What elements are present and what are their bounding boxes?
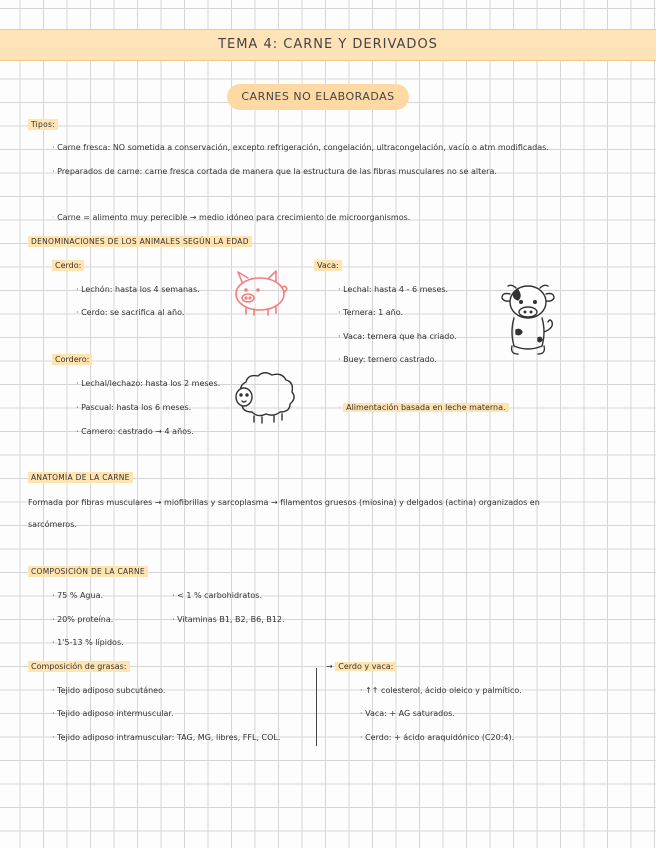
cordero-item: · Pascual: hasta los 6 meses.: [76, 403, 192, 412]
divider-line: [316, 668, 317, 746]
cow-icon: [500, 280, 560, 358]
composicion-item: · 75 % Agua.: [52, 591, 104, 600]
vaca-item: · Ternera: 1 año.: [338, 308, 404, 317]
cerdo-vaca-item: · Vaca: + AG saturados.: [360, 709, 455, 718]
grasas-item: · Tejido adiposo intramuscular: TAG, MG, libres, FFL, COL.: [52, 733, 281, 742]
pig-icon: [228, 266, 290, 318]
nota-carne: · Carne = alimento muy perecible → medio idóneo para crecimiento de microorganismos.: [52, 213, 411, 222]
cordero-item: · Lechal/lechazo: hasta los 2 meses.: [76, 379, 221, 388]
cerdo-vaca-heading: → Cerdo y vaca:: [326, 661, 396, 672]
cordero-item: · Carnero: castrado → 4 años.: [76, 427, 194, 436]
composicion-heading: COMPOSICIÓN DE LA CARNE: [28, 566, 148, 577]
composicion-item: · Vitaminas B1, B2, B6, B12.: [172, 615, 285, 624]
cerdo-label: Cerdo:: [52, 260, 84, 271]
anatomia-text: Formada por fibras musculares → miofibrillas y sarcoplasma → filamentos gruesos (miosina) y delgados (actina) organizados en: [28, 498, 540, 507]
cerdo-item: · Lechón: hasta los 4 semanas.: [76, 285, 200, 294]
denominaciones-heading: DENOMINACIONES DE LOS ANIMALES SEGÚN LA EDAD: [28, 236, 252, 247]
tipo-item: · Preparados de carne: carne fresca cortada de manera que la estructura de las fibras musculares no se altera.: [52, 167, 497, 176]
section-pill: CARNES NO ELABORADAS: [227, 84, 409, 110]
cerdo-item: · Cerdo: se sacrifica al año.: [76, 308, 185, 317]
anatomia-heading: ANATOMÍA DE LA CARNE: [28, 472, 133, 483]
cerdo-vaca-item: · ↑↑ colesterol, ácido oleico y palmítico.: [360, 686, 522, 695]
composicion-item: · < 1 % carbohidratos.: [172, 591, 262, 600]
grasas-item: · Tejido adiposo subcutáneo.: [52, 686, 166, 695]
vaca-item: · Vaca: ternera que ha criado.: [338, 332, 457, 341]
grasas-item: · Tejido adiposo intermuscular.: [52, 709, 174, 718]
vaca-nota: · Alimentación basada en leche materna.: [338, 402, 509, 413]
grasas-heading: Composición de grasas:: [28, 661, 130, 672]
vaca-label: Vaca:: [314, 260, 342, 271]
vaca-item: · Buey: ternero castrado.: [338, 355, 437, 364]
composicion-item: · 1'5-13 % lípidos.: [52, 638, 124, 647]
tipo-item: · Carne fresca: NO sometida a conservación, excepto refrigeración, congelación, ultracongelación, vacío o atm modificadas.: [52, 143, 549, 152]
vaca-item: · Lechal: hasta 4 - 6 meses.: [338, 285, 449, 294]
tipos-heading: Tipos:: [28, 119, 58, 130]
sheep-icon: [230, 372, 300, 424]
cerdo-vaca-item: · Cerdo: + ácido araquidónico (C20:4).: [360, 733, 515, 742]
page-title: TEMA 4: CARNE Y DERIVADOS: [218, 37, 438, 52]
cordero-label: Cordero:: [52, 354, 92, 365]
anatomia-text: sarcómeros.: [28, 520, 77, 529]
composicion-item: · 20% proteína.: [52, 615, 114, 624]
